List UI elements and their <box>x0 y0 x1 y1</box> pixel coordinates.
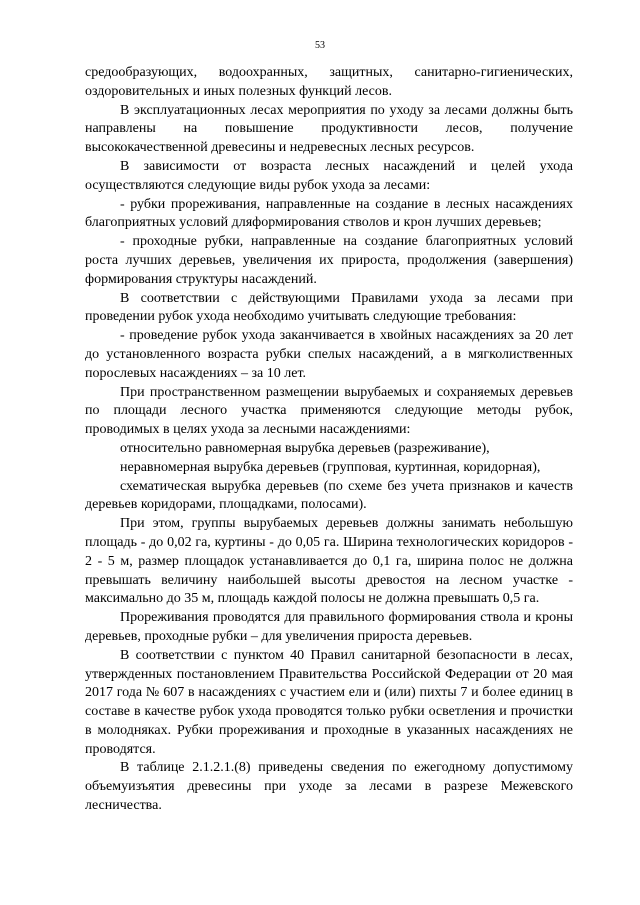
paragraph: В зависимости от возраста лесных насаждений и целей ухода осуществляются следующие виды рубок ухода за лесами: <box>85 158 573 193</box>
paragraph: Прореживания проводятся для правильного формирования ствола и кроны деревьев, проходные рубки – для увеличения прироста деревьев. <box>85 610 573 644</box>
body-text <box>85 64 573 816</box>
list-item: относительно равномерная вырубка деревьев (разреживание), <box>120 440 490 456</box>
list-item: - рубки прореживания, направленные на создание в лесных насаждениях благоприятных условий дляформирования стволов и крон лучших деревьев; <box>85 196 573 231</box>
list-item: схематическая вырубка деревьев (по схеме без учета признаков и качеств деревьев коридорами, площадками, полосами). <box>85 478 573 513</box>
paragraph: При этом, группы вырубаемых деревьев должны занимать небольшую площадь - до 0,02 га, куртины - до 0,05 га. Ширина технологических коридоров - 2 - 5 м, размер площадок устанавливается до 0,1 га, ширина полос не должна превышать величину наибольшей высоты древостоя на лесном участке - максимально до 35 м, площадь каждой полосы не должна превышать 0,5 га. <box>85 516 573 607</box>
paragraph: При пространственном размещении вырубаемых и сохраняемых деревьев по площади лесного участка применяются следующие методы рубок, проводимых в целях ухода за лесными насаждениями: <box>85 384 573 438</box>
list-item: неравномерная вырубка деревьев (групповая, куртинная, коридорная), <box>120 459 541 475</box>
paragraph: В таблице 2.1.2.1.(8) приведены сведения по ежегодному допустимому объемуизъятия древесины при уходе за лесами в разрезе Межевского лесничества. <box>85 760 573 814</box>
page-number: 53 <box>315 40 325 51</box>
paragraph: В эксплуатационных лесах мероприятия по уходу за лесами должны быть направлены на повышение продуктивности лесов, получение высококачественной древесины и недревесных лесных ресурсов. <box>85 102 573 156</box>
paragraph: В соответствии с действующими Правилами ухода за лесами при проведении рубок ухода необходимо учитывать следующие требования: <box>85 290 573 325</box>
paragraph: В соответствии с пунктом 40 Правил санитарной безопасности в лесах, утвержденных постановлением Правительства Российской Федерации от 20 мая 2017 года № 607 в насаждениях с участием ели и (или) пихты 7 и более единиц в составе в качестве рубок ухода проводятся только рубки осветления и прочистки в молодняках. Рубки прореживания и проходные в указанных насаждениях не проводятся. <box>85 647 573 757</box>
list-item: - проходные рубки, направленные на создание благоприятных условий роста лучших деревьев, увеличения их прироста, продолжения (завершения) формирования структуры насаждений. <box>85 234 573 287</box>
list-item: - проведение рубок ухода заканчивается в хвойных насаждениях за 20 лет до установленного возраста рубки спелых насаждений, а в мягколиственных порослевых насаждениях – за 10 лет. <box>85 328 573 381</box>
paragraph: средообразующих, водоохранных, защитных, санитарно-гигиенических, оздоровительных и иных полезных функций лесов. <box>85 65 573 99</box>
